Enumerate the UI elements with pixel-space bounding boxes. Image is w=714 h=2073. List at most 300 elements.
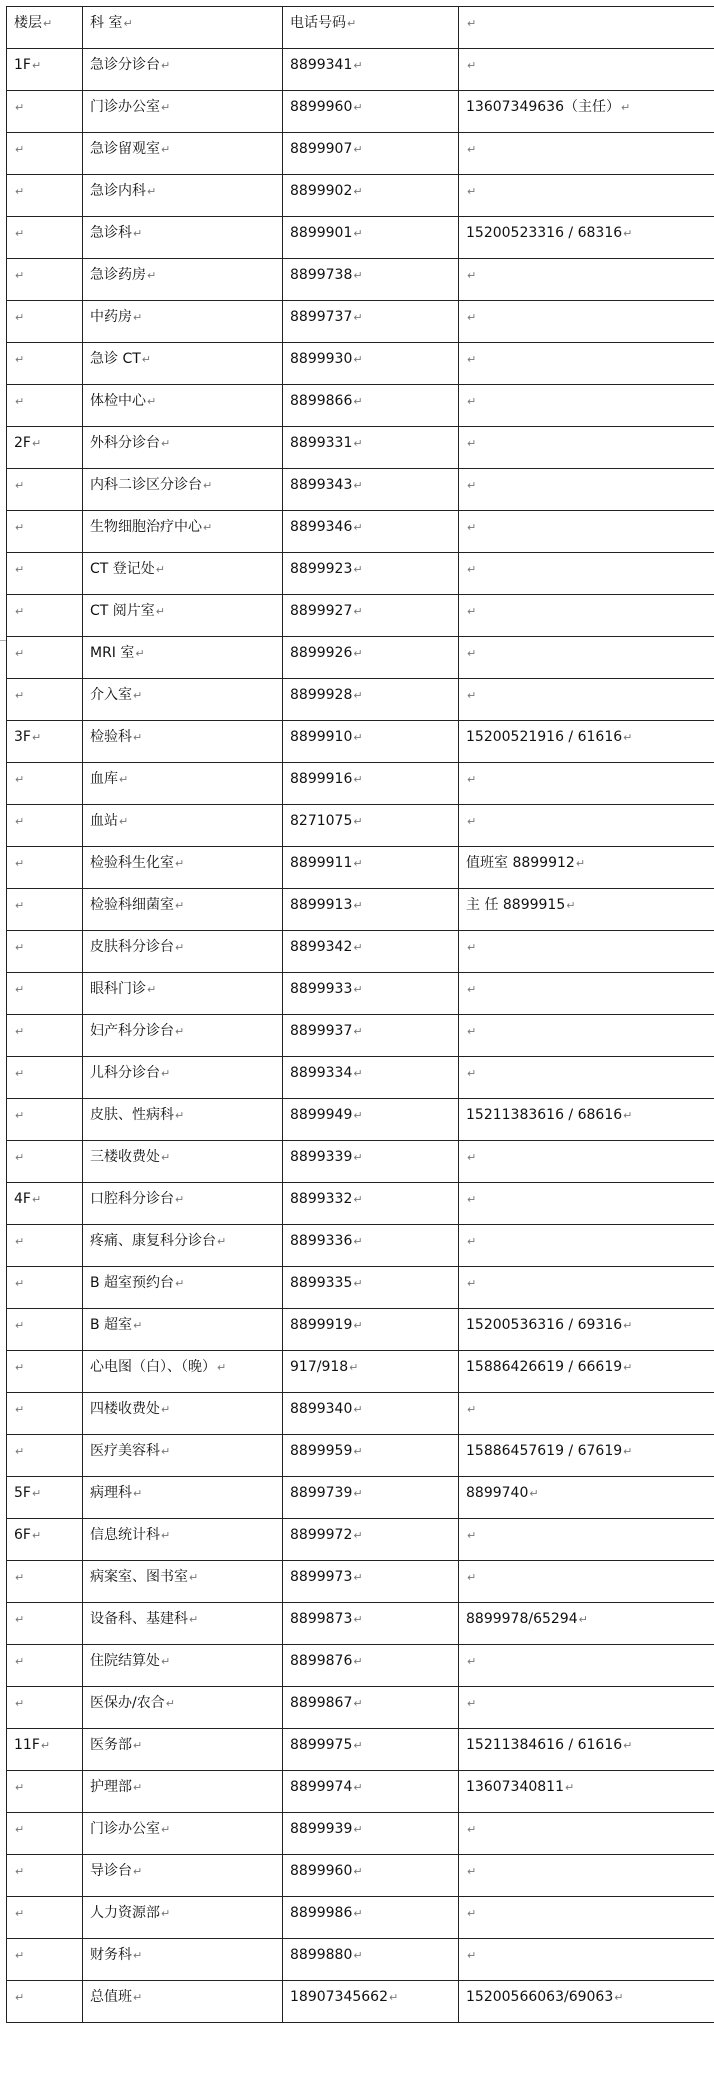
note-cell <box>459 595 714 637</box>
paragraph-mark-icon: ↵ <box>467 1823 477 1836</box>
table-row <box>7 1603 714 1645</box>
dept-cell <box>83 133 283 175</box>
phone-cell-text: 8899901 <box>290 225 353 241</box>
phone-cell-text: 8899343 <box>290 477 353 493</box>
paragraph-mark-icon: ↵ <box>467 353 477 366</box>
paragraph-mark-icon: ↵ <box>175 1109 185 1122</box>
paragraph-mark-icon: ↵ <box>467 521 477 534</box>
dept-cell <box>83 91 283 133</box>
paragraph-mark-icon: ↵ <box>467 563 477 576</box>
paragraph-mark-icon: ↵ <box>31 437 42 450</box>
paragraph-mark-icon: ↵ <box>155 605 165 618</box>
floor-cell <box>7 175 83 217</box>
dept-cell <box>83 1225 283 1267</box>
dept-cell-text: 设备科、基建科 <box>90 1611 188 1627</box>
dept-cell <box>83 637 283 679</box>
paragraph-mark-icon: ↵ <box>353 1067 363 1080</box>
dept-cell-text: 外科分诊台 <box>90 435 160 451</box>
paragraph-mark-icon: ↵ <box>133 1781 143 1794</box>
paragraph-mark-icon: ↵ <box>175 1277 185 1290</box>
paragraph-mark-icon: ↵ <box>31 1529 42 1542</box>
paragraph-mark-icon: ↵ <box>15 1277 25 1290</box>
table-row <box>7 1855 714 1897</box>
dept-cell-text: 检验科 <box>90 729 132 745</box>
paragraph-mark-icon: ↵ <box>623 227 633 240</box>
table-row <box>7 1141 714 1183</box>
dept-cell <box>83 427 283 469</box>
dept-cell-text: 护理部 <box>90 1779 132 1795</box>
note-cell-text: 15886457619 / 67619 <box>466 1443 623 1459</box>
paragraph-mark-icon: ↵ <box>161 1403 171 1416</box>
dept-cell-text: 急诊内科 <box>90 183 146 199</box>
table-row <box>7 1645 714 1687</box>
floor-cell <box>7 1183 83 1225</box>
paragraph-mark-icon: ↵ <box>15 1067 25 1080</box>
table-row <box>7 1099 714 1141</box>
paragraph-mark-icon: ↵ <box>15 395 25 408</box>
dept-cell-text: 导诊台 <box>90 1863 132 1879</box>
note-cell-text: 15200521916 / 61616 <box>466 729 623 745</box>
paragraph-mark-icon: ↵ <box>161 1823 171 1836</box>
note-cell <box>459 1141 714 1183</box>
paragraph-mark-icon: ↵ <box>133 689 143 702</box>
note-cell <box>459 1015 714 1057</box>
table-body <box>7 49 714 2023</box>
paragraph-mark-icon: ↵ <box>15 815 25 828</box>
dept-cell <box>83 1687 283 1729</box>
header-floor: 楼层↵ <box>7 7 83 49</box>
phone-cell-text: 8899960 <box>290 1863 353 1879</box>
dept-cell-text: 信息统计科 <box>90 1527 160 1543</box>
phone-cell <box>283 1603 459 1645</box>
floor-cell <box>7 259 83 301</box>
paragraph-mark-icon: ↵ <box>353 1403 363 1416</box>
table-row <box>7 1813 714 1855</box>
dept-cell <box>83 1015 283 1057</box>
paragraph-mark-icon: ↵ <box>31 1193 42 1206</box>
floor-cell-text: 4F <box>14 1191 31 1207</box>
paragraph-mark-icon: ↵ <box>165 1697 175 1710</box>
dept-cell <box>83 1267 283 1309</box>
phone-cell <box>283 1897 459 1939</box>
phone-cell <box>283 973 459 1015</box>
paragraph-mark-icon: ↵ <box>529 1487 539 1500</box>
paragraph-mark-icon: ↵ <box>15 1361 25 1374</box>
paragraph-mark-icon: ↵ <box>133 1319 143 1332</box>
table-row <box>7 763 714 805</box>
dept-cell-text: 血库 <box>90 771 118 787</box>
table-row <box>7 469 714 511</box>
floor-cell <box>7 1771 83 1813</box>
phone-cell-text: 8899880 <box>290 1947 353 1963</box>
phone-cell <box>283 637 459 679</box>
paragraph-mark-icon: ↵ <box>353 773 363 786</box>
phone-cell <box>283 1519 459 1561</box>
dept-cell <box>83 1897 283 1939</box>
paragraph-mark-icon: ↵ <box>467 647 477 660</box>
table-row <box>7 553 714 595</box>
paragraph-mark-icon: ↵ <box>161 1151 171 1164</box>
dept-cell <box>83 1603 283 1645</box>
note-cell <box>459 1729 714 1771</box>
paragraph-mark-icon: ↵ <box>353 269 363 282</box>
floor-cell <box>7 1309 83 1351</box>
paragraph-mark-icon: ↵ <box>467 1907 477 1920</box>
paragraph-mark-icon: ↵ <box>15 1907 25 1920</box>
table-row <box>7 931 714 973</box>
phone-cell-text: 8899335 <box>290 1275 353 1291</box>
phone-cell-text: 8899975 <box>290 1737 353 1753</box>
paragraph-mark-icon: ↵ <box>467 143 477 156</box>
paragraph-mark-icon: ↵ <box>161 437 171 450</box>
dept-cell-text: 病理科 <box>90 1485 132 1501</box>
dept-cell <box>83 847 283 889</box>
paragraph-mark-icon: ↵ <box>578 1613 588 1626</box>
phone-cell-text: 8899919 <box>290 1317 353 1333</box>
table-row <box>7 847 714 889</box>
paragraph-mark-icon: ↵ <box>353 563 363 576</box>
paragraph-mark-icon: ↵ <box>15 1823 25 1836</box>
note-cell <box>459 1099 714 1141</box>
paragraph-mark-icon: ↵ <box>353 479 363 492</box>
paragraph-mark-icon: ↵ <box>467 269 477 282</box>
table-row <box>7 91 714 133</box>
phone-cell <box>283 1351 459 1393</box>
paragraph-mark-icon: ↵ <box>15 143 25 156</box>
paragraph-mark-icon: ↵ <box>31 59 42 72</box>
phone-cell <box>283 553 459 595</box>
paragraph-mark-icon: ↵ <box>155 563 165 576</box>
phone-cell <box>283 133 459 175</box>
paragraph-mark-icon: ↵ <box>15 1991 25 2004</box>
floor-cell <box>7 637 83 679</box>
table-row <box>7 889 714 931</box>
dept-cell <box>83 1435 283 1477</box>
header-note: ↵ <box>459 7 714 49</box>
paragraph-mark-icon: ↵ <box>147 269 157 282</box>
phone-cell <box>283 847 459 889</box>
paragraph-mark-icon: ↵ <box>623 1445 633 1458</box>
dept-cell <box>83 1099 283 1141</box>
note-cell <box>459 973 714 1015</box>
note-cell <box>459 637 714 679</box>
paragraph-mark-icon: ↵ <box>147 983 157 996</box>
paragraph-mark-icon: ↵ <box>353 1151 363 1164</box>
phone-cell-text: 8899342 <box>290 939 353 955</box>
paragraph-mark-icon: ↵ <box>353 731 363 744</box>
paragraph-mark-icon: ↵ <box>353 1823 363 1836</box>
dept-cell <box>83 1939 283 1981</box>
phone-cell-text: 8899923 <box>290 561 353 577</box>
floor-cell <box>7 1813 83 1855</box>
dept-cell <box>83 1771 283 1813</box>
floor-cell-text: 5F <box>14 1485 31 1501</box>
paragraph-mark-icon: ↵ <box>467 1403 477 1416</box>
floor-cell <box>7 217 83 259</box>
phone-cell <box>283 301 459 343</box>
note-cell <box>459 1897 714 1939</box>
note-cell <box>459 889 714 931</box>
dept-cell <box>83 217 283 259</box>
paragraph-mark-icon: ↵ <box>161 1655 171 1668</box>
phone-cell-text: 8899873 <box>290 1611 353 1627</box>
dept-cell-text: 急诊分诊台 <box>90 57 160 73</box>
dept-cell <box>83 595 283 637</box>
phone-cell-text: 8899939 <box>290 1821 353 1837</box>
paragraph-mark-icon: ↵ <box>15 1655 25 1668</box>
paragraph-mark-icon: ↵ <box>353 311 363 324</box>
phone-cell <box>283 889 459 931</box>
phone-cell-text: 8899913 <box>290 897 353 913</box>
note-cell <box>459 1603 714 1645</box>
floor-cell <box>7 1015 83 1057</box>
floor-cell <box>7 1519 83 1561</box>
dept-cell-text: CT 阅片室 <box>90 603 155 619</box>
phone-cell-text: 8899341 <box>290 57 353 73</box>
floor-cell <box>7 721 83 763</box>
note-cell-text: 15200523316 / 68316 <box>466 225 623 241</box>
dept-cell-text: 内科二诊区分诊台 <box>90 477 202 493</box>
paragraph-mark-icon: ↵ <box>189 1571 199 1584</box>
paragraph-mark-icon: ↵ <box>15 353 25 366</box>
note-cell-text: 13607349636（主任） <box>466 99 620 115</box>
paragraph-mark-icon: ↵ <box>15 1865 25 1878</box>
table-row <box>7 1771 714 1813</box>
paragraph-mark-icon: ↵ <box>353 1781 363 1794</box>
note-cell <box>459 1939 714 1981</box>
floor-cell <box>7 973 83 1015</box>
dept-cell-text: B 超室 <box>90 1317 133 1333</box>
paragraph-mark-icon: ↵ <box>15 1319 25 1332</box>
paragraph-mark-icon: ↵ <box>133 1865 143 1878</box>
paragraph-mark-icon: ↵ <box>31 1487 42 1500</box>
phone-cell <box>283 1645 459 1687</box>
paragraph-mark-icon: ↵ <box>203 521 213 534</box>
paragraph-mark-icon: ↵ <box>119 815 129 828</box>
paragraph-mark-icon: ↵ <box>353 1025 363 1038</box>
paragraph-mark-icon: ↵ <box>175 857 185 870</box>
paragraph-mark-icon: ↵ <box>133 731 143 744</box>
paragraph-mark-icon: ↵ <box>614 1991 624 2004</box>
paragraph-mark-icon: ↵ <box>161 59 171 72</box>
phone-cell <box>283 1015 459 1057</box>
dept-cell-text: 妇产科分诊台 <box>90 1023 174 1039</box>
dept-cell-text: MRI 室 <box>90 645 135 661</box>
dept-cell <box>83 1855 283 1897</box>
dept-cell <box>83 259 283 301</box>
paragraph-mark-icon: ↵ <box>161 1907 171 1920</box>
floor-cell <box>7 511 83 553</box>
paragraph-mark-icon: ↵ <box>141 353 151 366</box>
phone-cell-text: 8899973 <box>290 1569 353 1585</box>
dept-cell-text: 皮肤、性病科 <box>90 1107 174 1123</box>
dept-cell-text: B 超室预约台 <box>90 1275 175 1291</box>
paragraph-mark-icon: ↵ <box>467 1067 477 1080</box>
dept-cell <box>83 763 283 805</box>
dept-cell-text: 口腔科分诊台 <box>90 1191 174 1207</box>
table-row <box>7 49 714 91</box>
paragraph-mark-icon: ↵ <box>467 941 477 954</box>
paragraph-mark-icon: ↵ <box>623 1109 633 1122</box>
table-row <box>7 1393 714 1435</box>
paragraph-mark-icon: ↵ <box>353 185 363 198</box>
dept-cell <box>83 343 283 385</box>
phone-cell <box>283 1183 459 1225</box>
note-cell <box>459 1435 714 1477</box>
paragraph-mark-icon: ↵ <box>15 311 25 324</box>
phone-cell-text: 8899738 <box>290 267 353 283</box>
paragraph-mark-icon: ↵ <box>353 101 363 114</box>
table-row <box>7 1225 714 1267</box>
note-cell <box>459 1393 714 1435</box>
floor-cell <box>7 889 83 931</box>
paragraph-mark-icon: ↵ <box>15 1025 25 1038</box>
paragraph-mark-icon: ↵ <box>467 395 477 408</box>
note-cell-text: 15886426619 / 66619 <box>466 1359 623 1375</box>
phone-cell-text: 8899332 <box>290 1191 353 1207</box>
floor-cell-text: 11F <box>14 1737 40 1753</box>
table-row <box>7 1687 714 1729</box>
paragraph-mark-icon: ↵ <box>15 773 25 786</box>
note-cell <box>459 217 714 259</box>
paragraph-mark-icon: ↵ <box>467 437 477 450</box>
table-row <box>7 1267 714 1309</box>
paragraph-mark-icon: ↵ <box>161 1067 171 1080</box>
paragraph-mark-icon: ↵ <box>467 1277 477 1290</box>
note-cell <box>459 763 714 805</box>
table-row <box>7 385 714 427</box>
phone-cell-text: 8271075 <box>290 813 353 829</box>
dept-cell <box>83 805 283 847</box>
floor-cell <box>7 931 83 973</box>
floor-cell <box>7 1897 83 1939</box>
paragraph-mark-icon: ↵ <box>15 1235 25 1248</box>
table-row <box>7 1351 714 1393</box>
dept-cell-text: 医保办/农合 <box>90 1695 165 1711</box>
paragraph-mark-icon: ↵ <box>15 227 25 240</box>
dept-cell <box>83 721 283 763</box>
floor-cell-text: 6F <box>14 1527 31 1543</box>
paragraph-mark-icon: ↵ <box>15 647 25 660</box>
note-cell <box>459 511 714 553</box>
phone-cell <box>283 385 459 427</box>
paragraph-mark-icon: ↵ <box>217 1361 227 1374</box>
floor-cell <box>7 1477 83 1519</box>
dept-cell-text: 生物细胞治疗中心 <box>90 519 202 535</box>
paragraph-mark-icon: ↵ <box>353 983 363 996</box>
dept-cell <box>83 1729 283 1771</box>
paragraph-mark-icon: ↵ <box>161 1445 171 1458</box>
note-cell-text: 15200536316 / 69316 <box>466 1317 623 1333</box>
dept-cell-text: 医务部 <box>90 1737 132 1753</box>
dept-cell-text: 心电图（白）、（晚） <box>90 1359 216 1375</box>
table-row <box>7 511 714 553</box>
phone-cell <box>283 721 459 763</box>
dept-cell <box>83 385 283 427</box>
dept-cell <box>83 1057 283 1099</box>
floor-cell <box>7 1225 83 1267</box>
dept-cell-text: 血站 <box>90 813 118 829</box>
paragraph-mark-icon: ↵ <box>189 1613 199 1626</box>
dept-cell-text: 皮肤科分诊台 <box>90 939 174 955</box>
table-row <box>7 259 714 301</box>
floor-cell <box>7 427 83 469</box>
paragraph-mark-icon: ↵ <box>15 185 25 198</box>
dept-cell <box>83 553 283 595</box>
dept-cell-text: 门诊办公室 <box>90 1821 160 1837</box>
paragraph-mark-icon: ↵ <box>353 227 363 240</box>
paragraph-mark-icon: ↵ <box>564 1781 575 1794</box>
dept-cell-text: 四楼收费处 <box>90 1401 160 1417</box>
phone-cell <box>283 1435 459 1477</box>
table-row <box>7 427 714 469</box>
paragraph-mark-icon: ↵ <box>353 689 363 702</box>
note-cell-text: 主 任 8899915 <box>466 897 566 913</box>
dept-cell-text: 门诊办公室 <box>90 99 160 115</box>
dept-cell <box>83 1813 283 1855</box>
paragraph-mark-icon: ↵ <box>467 479 477 492</box>
note-cell <box>459 1183 714 1225</box>
note-cell <box>459 1267 714 1309</box>
dept-cell-text: 检验科生化室 <box>90 855 174 871</box>
paragraph-mark-icon: ↵ <box>147 185 157 198</box>
dept-cell-text: 急诊留观室 <box>90 141 160 157</box>
table-row <box>7 301 714 343</box>
phone-cell <box>283 1477 459 1519</box>
paragraph-mark-icon: ↵ <box>467 1025 477 1038</box>
phone-cell-text: 8899959 <box>290 1443 353 1459</box>
table-row <box>7 1939 714 1981</box>
paragraph-mark-icon: ↵ <box>15 1949 25 1962</box>
paragraph-mark-icon: ↵ <box>353 1571 363 1584</box>
dept-cell <box>83 931 283 973</box>
paragraph-mark-icon: ↵ <box>467 1697 477 1710</box>
floor-cell <box>7 1435 83 1477</box>
paragraph-mark-icon: ↵ <box>15 1697 25 1710</box>
paragraph-mark-icon: ↵ <box>467 1949 477 1962</box>
table-row <box>7 1183 714 1225</box>
phone-cell <box>283 1141 459 1183</box>
phone-cell-text: 8899739 <box>290 1485 353 1501</box>
dept-cell <box>83 511 283 553</box>
table-row <box>7 1015 714 1057</box>
paragraph-mark-icon: ↵ <box>15 689 25 702</box>
note-cell <box>459 1477 714 1519</box>
table-row <box>7 1309 714 1351</box>
paragraph-mark-icon: ↵ <box>40 1739 51 1752</box>
dept-cell-text: 急诊药房 <box>90 267 146 283</box>
phone-directory-table <box>6 6 714 2023</box>
floor-cell <box>7 49 83 91</box>
floor-cell <box>7 1561 83 1603</box>
phone-cell <box>283 679 459 721</box>
paragraph-mark-icon: ↵ <box>15 521 25 534</box>
paragraph-mark-icon: ↵ <box>353 1697 363 1710</box>
paragraph-mark-icon: ↵ <box>467 59 477 72</box>
dept-cell-text: 急诊 CT <box>90 351 141 367</box>
dept-cell <box>83 889 283 931</box>
floor-cell-text: 2F <box>14 435 31 451</box>
phone-cell <box>283 1687 459 1729</box>
phone-cell <box>283 1729 459 1771</box>
paragraph-mark-icon: ↵ <box>15 605 25 618</box>
dept-cell <box>83 679 283 721</box>
table-row <box>7 1519 714 1561</box>
phone-cell <box>283 91 459 133</box>
paragraph-mark-icon: ↵ <box>353 1235 363 1248</box>
paragraph-mark-icon: ↵ <box>175 899 185 912</box>
phone-cell <box>283 931 459 973</box>
